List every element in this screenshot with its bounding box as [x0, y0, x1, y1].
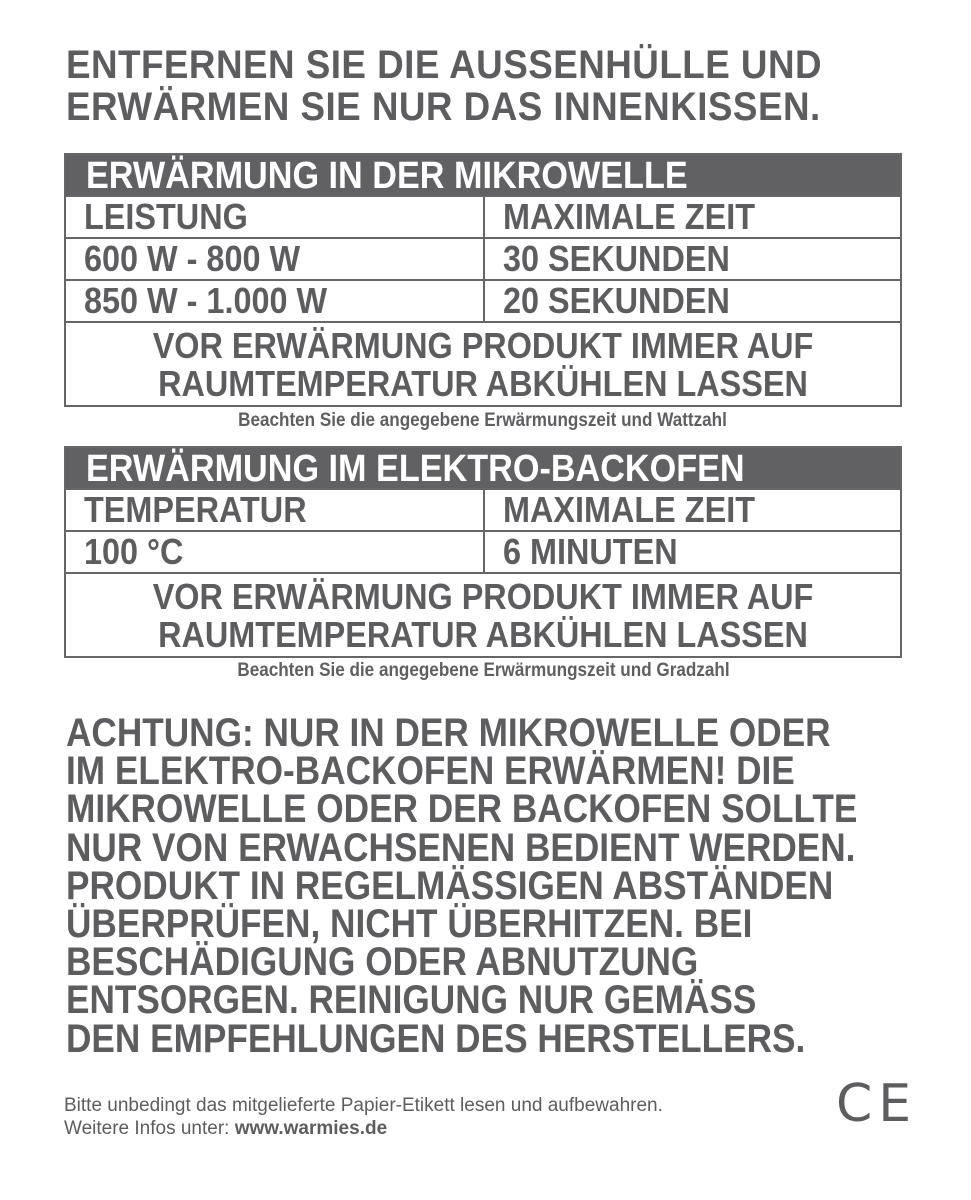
- microwave-table-title: ERWÄRMUNG IN DER MIKROWELLE: [66, 155, 900, 195]
- table-header-row: [66, 488, 900, 530]
- oven-table: [64, 446, 902, 658]
- footer: [64, 1094, 663, 1140]
- footer-instruction: Bitte unbedingt das mitgelieferte Papier-Etikett lesen und aufbewahren.: [64, 1095, 663, 1116]
- microwave-caption: Beachten Sie die angegebene Erwärmungszeit und Wattzahl: [238, 410, 728, 431]
- warning-line: PRODUKT IN REGELMÄSSIGEN ABSTÄNDEN: [66, 863, 834, 908]
- column-header-power: LEISTUNG: [84, 197, 248, 237]
- warning-line: MIKROWELLE ODER DER BACKOFEN SOLLTE: [66, 787, 858, 832]
- column-header-temperature: TEMPERATUR: [84, 490, 307, 530]
- footer-info-prefix: Weitere Infos unter:: [64, 1118, 235, 1139]
- temperature-value: 100 °C: [84, 532, 184, 572]
- table-row: [66, 279, 900, 321]
- main-heading: [66, 44, 946, 128]
- heading-line-2: ERWÄRMEN SIE NUR DAS INNENKISSEN.: [66, 85, 821, 129]
- warning-line: DEN EMPFEHLUNGEN DES HERSTELLERS.: [66, 1016, 806, 1061]
- ce-mark-icon: CE: [836, 1074, 918, 1134]
- time-value: 30 SEKUNDEN: [483, 239, 900, 279]
- cooling-note: VOR ERWÄRMUNG PRODUKT IMMER AUF RAUMTEMPERATUR ABKÜHLEN LASSEN: [66, 572, 900, 656]
- time-value: 6 MINUTEN: [483, 532, 900, 572]
- table-row: [66, 237, 900, 279]
- footer-info: [64, 1117, 663, 1140]
- table-row: [66, 530, 900, 572]
- column-header-max-time: MAXIMALE ZEIT: [483, 490, 900, 530]
- warning-line: ENTSORGEN. REINIGUNG NUR GEMÄSS: [66, 978, 757, 1023]
- power-value: 850 W - 1.000 W: [84, 281, 328, 321]
- warning-line: ACHTUNG: NUR IN DER MIKROWELLE ODER: [66, 711, 831, 755]
- website-link[interactable]: www.warmies.de: [234, 1118, 388, 1139]
- heading-line-1: ENTFERNEN SIE DIE AUSSENHÜLLE UND: [66, 43, 823, 87]
- warning-line: NUR VON ERWACHSENEN BEDIENT WERDEN.: [66, 825, 856, 870]
- time-value: 20 SEKUNDEN: [483, 281, 900, 321]
- microwave-table: [64, 153, 902, 407]
- table-header-row: [66, 195, 900, 237]
- cooling-note: VOR ERWÄRMUNG PRODUKT IMMER AUF RAUMTEMPERATUR ABKÜHLEN LASSEN: [66, 321, 900, 405]
- warning-line: ÜBERPRÜFEN, NICHT ÜBERHITZEN. BEI: [66, 902, 753, 947]
- oven-table-title: ERWÄRMUNG IM ELEKTRO-BACKOFEN: [66, 448, 900, 488]
- column-header-max-time: MAXIMALE ZEIT: [483, 197, 900, 237]
- warning-line: BESCHÄDIGUNG ODER ABNUTZUNG: [66, 940, 699, 985]
- warning-line: IM ELEKTRO-BACKOFEN ERWÄRMEN! DIE: [66, 749, 795, 794]
- oven-caption: Beachten Sie die angegebene Erwärmungszeit und Gradzahl: [236, 660, 730, 681]
- warning-text: [66, 711, 946, 1061]
- power-value: 600 W - 800 W: [84, 239, 301, 279]
